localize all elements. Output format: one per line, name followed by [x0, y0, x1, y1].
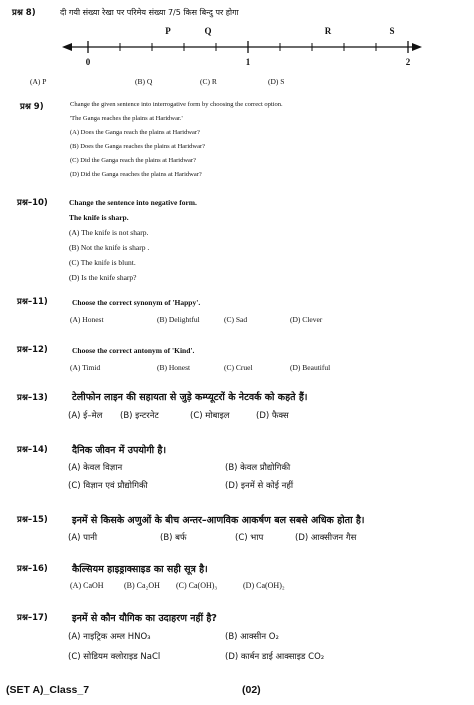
q9-option-a: (A) Does the Ganga reach the plains at Haridwar? — [70, 129, 200, 136]
q10-sentence: The knife is sharp. — [69, 213, 129, 222]
q12-option-d: (D) Beautiful — [290, 363, 331, 372]
q13-option-d: (D) फैक्स — [256, 411, 289, 421]
number-line — [0, 24, 474, 74]
q11-number: प्रश्न–11) — [17, 297, 48, 307]
q9-number: प्रश्न 9) — [20, 102, 44, 112]
q12-option-b: (B) Honest — [157, 363, 191, 372]
q14-number: प्रश्न–14) — [17, 445, 48, 455]
q8-number: प्रश्न 8) — [12, 8, 36, 18]
q15-option-c: (C) भाप — [235, 533, 264, 543]
number-line-tick-label: 0 — [85, 57, 91, 67]
q14-option-b: (B) केवल प्रौद्योगिकी — [225, 463, 291, 473]
q14-option-c: (C) विज्ञान एवं प्रौद्योगिकी — [68, 481, 148, 491]
q8-option-d: (D) S — [268, 77, 285, 86]
q11-option-c: (C) Sad — [224, 315, 248, 324]
q10-option-c: (C) The knife is blunt. — [69, 258, 136, 267]
q10-option-b: (B) Not the knife is sharp . — [69, 243, 150, 252]
q8-option-a: (A) P — [30, 77, 47, 86]
q16-option-a: (A) CaOH — [70, 581, 104, 590]
q12-option-c: (C) Cruel — [224, 363, 253, 372]
q9-option-c: (C) Did the Ganga reach the plains at Haridwar? — [70, 157, 196, 164]
q16-option-c: (C) Ca(OH)₃ — [176, 581, 218, 590]
q17-option-b: (B) आक्सीन O₂ — [225, 632, 279, 642]
q17-option-c: (C) सोडियम क्लोराइड NaCl — [68, 652, 161, 662]
q14-option-d: (D) इनमें से कोई नहीं — [225, 481, 294, 491]
number-line-point-s: S — [389, 26, 395, 36]
q8-option-b: (B) Q — [135, 77, 153, 86]
q17-number: प्रश्न–17) — [17, 613, 48, 623]
q10-number: प्रश्न–10) — [17, 198, 48, 208]
number-line-right-arrow — [412, 43, 422, 51]
q9-sentence: 'The Ganga reaches the plains at Haridwar.' — [70, 115, 183, 122]
q9-option-d: (D) Did the Ganga reaches the plains at Haridwar? — [70, 171, 202, 178]
q14-option-a: (A) केवल विज्ञान — [68, 463, 123, 473]
q15-option-b: (B) बर्फ — [160, 533, 187, 543]
q15-option-a: (A) पानी — [68, 533, 98, 543]
number-line-point-p: P — [165, 26, 171, 36]
number-line-left-arrow — [62, 43, 72, 51]
q17-option-d: (D) कार्बन डाई आक्साइड CO₂ — [225, 652, 325, 662]
q8-question-text: दी गयी संख्या रेखा पर परिमेय संख्या 7/5 किस बिन्दु पर होगा — [60, 8, 239, 17]
q10-instruction: Change the sentence into negative form. — [69, 198, 197, 207]
q15-question-text: इनमें से किसके अणुओं के बीच अन्तर–आणविक आकर्षण बल सबसे अधिक होता है। — [72, 515, 365, 526]
q13-option-b: (B) इन्टरनेट — [120, 411, 159, 421]
q15-number: प्रश्न–15) — [17, 515, 48, 525]
q8-option-c: (C) R — [200, 77, 217, 86]
q10-option-a: (A) The knife is not sharp. — [69, 228, 149, 237]
footer-page-number: (02) — [242, 684, 261, 696]
q12-number: प्रश्न–12) — [17, 345, 48, 355]
q15-option-d: (D) आक्सीजन गैस — [295, 533, 357, 543]
footer-set-class: (SET A)_Class_7 — [6, 684, 90, 696]
number-line-tick-label: 2 — [405, 57, 411, 67]
number-line-tick-label: 1 — [245, 57, 251, 67]
q16-question-text: कैल्सियम हाइड्राक्साइड का सही सूत्र है। — [72, 564, 208, 575]
q13-option-a: (A) ई–मेल — [68, 411, 103, 421]
q13-question-text: टेलीफोन लाइन की सहायता से जुड़े कम्प्यूटरों के नेटवर्क को कहते हैं। — [72, 392, 308, 403]
q12-option-a: (A) Timid — [70, 363, 101, 372]
q16-number: प्रश्न–16) — [17, 564, 48, 574]
q11-question-text: Choose the correct synonym of 'Happy'. — [72, 298, 201, 307]
q14-question-text: दैनिक जीवन में उपयोगी है। — [72, 445, 167, 456]
q12-question-text: Choose the correct antonym of 'Kind'. — [72, 346, 195, 355]
q10-option-d: (D) Is the knife sharp? — [69, 273, 137, 282]
q9-option-b: (B) Does the Ganga reaches the plains at Haridwar? — [70, 143, 205, 150]
q13-number: प्रश्न–13) — [17, 393, 48, 403]
q16-option-d: (D) Ca(OH)₂ — [243, 581, 285, 590]
number-line-point-r: R — [324, 26, 332, 36]
q13-option-c: (C) मोबाइल — [190, 411, 230, 421]
q11-option-a: (A) Honest — [70, 315, 104, 324]
q9-instruction: Change the given sentence into interrogative form by choosing the correct option. — [70, 101, 283, 108]
q16-option-b: (B) Ca₂OH — [124, 581, 160, 590]
q11-option-d: (D) Clever — [290, 315, 323, 324]
q17-option-a: (A) नाइट्रिक अम्ल HNO₃ — [68, 632, 151, 642]
q17-question-text: इनमें से कौन यौगिक का उदाहरण नहीं है? — [72, 613, 217, 624]
q11-option-b: (B) Delightful — [157, 315, 200, 324]
number-line-point-q: Q — [204, 26, 212, 36]
